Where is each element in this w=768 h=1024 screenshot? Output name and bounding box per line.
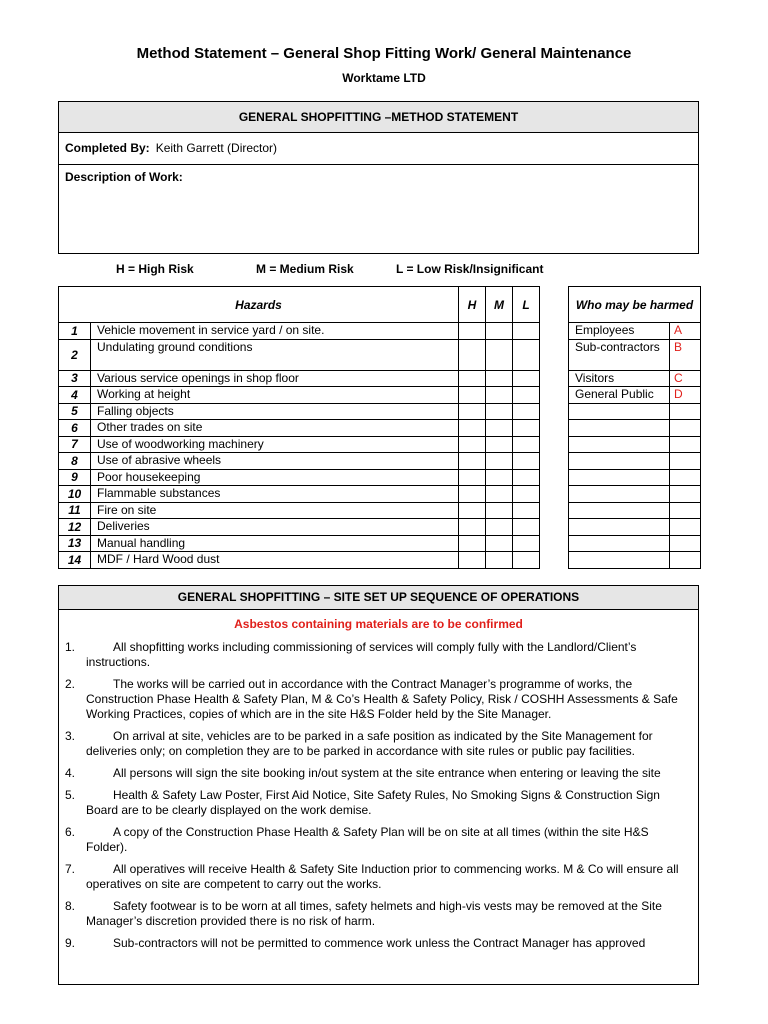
who-may-be-harmed-table <box>568 286 701 569</box>
hazard-h-cell <box>459 323 486 340</box>
sequence-list <box>59 640 698 951</box>
hazard-l-cell <box>513 552 540 569</box>
who-name <box>569 469 670 486</box>
who-header: Who may be harmed <box>569 287 701 323</box>
who-name: Sub-contractors <box>569 339 670 370</box>
hazard-m-cell <box>486 370 513 387</box>
hazards-header: Hazards <box>59 287 459 323</box>
completed-by-label: Completed By: <box>65 141 150 155</box>
who-row <box>569 323 701 340</box>
sequence-item-number: 5. <box>65 788 76 802</box>
hazard-m-cell <box>486 502 513 519</box>
who-code <box>670 552 701 569</box>
sequence-item-text: On arrival at site, vehicles are to be parked in a safe position as indicated by the Site Management for deliveries only; on completion they are to be parked in accordance with site rules or public pay facilities. <box>86 729 653 758</box>
hazard-row <box>59 339 540 370</box>
legend-high: H = High Risk <box>116 262 194 276</box>
hazard-m-cell <box>486 387 513 404</box>
hazard-m-cell <box>486 552 513 569</box>
hazard-l-cell <box>513 453 540 470</box>
hazard-h-cell <box>459 370 486 387</box>
hazard-row <box>59 469 540 486</box>
hazard-l-cell <box>513 486 540 503</box>
hazard-h-cell <box>459 535 486 552</box>
hazard-m-cell <box>486 469 513 486</box>
who-name <box>569 453 670 470</box>
hazard-text: Flammable substances <box>91 486 459 503</box>
hazard-number: 1 <box>59 323 91 340</box>
legend-medium: M = Medium Risk <box>256 262 354 276</box>
hazard-m-cell <box>486 339 513 370</box>
who-name <box>569 436 670 453</box>
hazard-l-cell <box>513 519 540 536</box>
who-name: Visitors <box>569 370 670 387</box>
hazard-number: 6 <box>59 420 91 437</box>
hazard-number: 2 <box>59 339 91 370</box>
hazard-number: 12 <box>59 519 91 536</box>
m-header: M <box>486 287 513 323</box>
hazard-text: Deliveries <box>91 519 459 536</box>
sequence-item-text: The works will be carried out in accordance with the Contract Manager’s programme of works, the Construction Phase Health & Safety Plan, M & Co’s Health & Safety Policy, Risk / COSHH Assessments & Safe Working Practices, copies of which are in the site H&S Folder held by the Site Manager. <box>86 677 678 721</box>
hazard-m-cell <box>486 403 513 420</box>
hazard-h-cell <box>459 436 486 453</box>
asbestos-note: Asbestos containing materials are to be confirmed <box>234 617 523 631</box>
hazard-row <box>59 370 540 387</box>
hazard-number: 8 <box>59 453 91 470</box>
who-code: C <box>670 370 701 387</box>
sequence-item-text: All shopfitting works including commissioning of services will comply fully with the Landlord/Client’s instructions. <box>86 640 637 669</box>
who-name <box>569 403 670 420</box>
hazard-h-cell <box>459 486 486 503</box>
who-name <box>569 486 670 503</box>
who-code: B <box>670 339 701 370</box>
hazard-row <box>59 502 540 519</box>
who-row <box>569 519 701 536</box>
hazard-row <box>59 387 540 404</box>
hazard-text: Other trades on site <box>91 420 459 437</box>
hazard-m-cell <box>486 535 513 552</box>
who-code <box>670 502 701 519</box>
hazard-h-cell <box>459 403 486 420</box>
who-header-row <box>569 287 701 323</box>
hazard-h-cell <box>459 453 486 470</box>
hazard-h-cell <box>459 552 486 569</box>
sequence-item-number: 3. <box>65 729 76 743</box>
hazard-h-cell <box>459 469 486 486</box>
who-name <box>569 519 670 536</box>
hazard-l-cell <box>513 323 540 340</box>
method-statement-heading: GENERAL SHOPFITTING –METHOD STATEMENT <box>59 102 698 133</box>
who-row <box>569 420 701 437</box>
hazard-text: Vehicle movement in service yard / on site. <box>91 323 459 340</box>
hazard-m-cell <box>486 519 513 536</box>
description-label: Description of Work: <box>65 170 183 184</box>
l-header: L <box>513 287 540 323</box>
hazard-m-cell <box>486 323 513 340</box>
sequence-item-number: 6. <box>65 825 76 839</box>
who-row <box>569 403 701 420</box>
sequence-item <box>59 677 698 722</box>
hazard-l-cell <box>513 339 540 370</box>
company-name: Worktame LTD <box>342 71 426 85</box>
hazard-text: Various service openings in shop floor <box>91 370 459 387</box>
hazard-l-cell <box>513 535 540 552</box>
hazard-text: Fire on site <box>91 502 459 519</box>
hazard-l-cell <box>513 436 540 453</box>
hazard-text: Manual handling <box>91 535 459 552</box>
who-name: Employees <box>569 323 670 340</box>
hazard-number: 5 <box>59 403 91 420</box>
hazards-header-row <box>59 287 540 323</box>
hazard-m-cell <box>486 453 513 470</box>
hazard-l-cell <box>513 469 540 486</box>
hazard-text: Working at height <box>91 387 459 404</box>
legend-low: L = Low Risk/Insignificant <box>396 262 544 276</box>
completed-by-value: Keith Garrett (Director) <box>155 141 278 155</box>
hazard-number: 13 <box>59 535 91 552</box>
who-row <box>569 469 701 486</box>
hazard-row <box>59 453 540 470</box>
hazard-row <box>59 323 540 340</box>
sequence-item-number: 4. <box>65 766 76 780</box>
hazard-l-cell <box>513 370 540 387</box>
who-code: A <box>670 323 701 340</box>
sequence-item <box>59 936 698 951</box>
hazard-number: 4 <box>59 387 91 404</box>
who-row <box>569 387 701 404</box>
sequence-item-number: 9. <box>65 936 76 950</box>
hazard-l-cell <box>513 403 540 420</box>
hazard-h-cell <box>459 519 486 536</box>
sequence-item-text: All persons will sign the site booking in/out system at the site entrance when entering or leaving the site <box>113 766 661 780</box>
who-row <box>569 502 701 519</box>
hazard-text: Falling objects <box>91 403 459 420</box>
who-code <box>670 403 701 420</box>
hazard-row <box>59 486 540 503</box>
sequence-item-text: A copy of the Construction Phase Health & Safety Plan will be on site at all times (within the site H&S Folder). <box>86 825 649 854</box>
hazard-row <box>59 552 540 569</box>
hazard-text: Use of woodworking machinery <box>91 436 459 453</box>
method-statement-box <box>58 101 699 254</box>
hazard-h-cell <box>459 420 486 437</box>
sequence-item <box>59 899 698 929</box>
hazard-h-cell <box>459 387 486 404</box>
hazard-row <box>59 420 540 437</box>
sequence-item-text: All operatives will receive Health & Safety Site Induction prior to commencing works. M & Co will ensure all operatives on site are competent to carry out the works. <box>86 862 679 891</box>
hazard-number: 3 <box>59 370 91 387</box>
sequence-item-text: Safety footwear is to be worn at all times, safety helmets and high-vis vests may be removed at the Site Manager’s discretion provided there is no risk of harm. <box>86 899 662 928</box>
hazard-text: Use of abrasive wheels <box>91 453 459 470</box>
who-name <box>569 502 670 519</box>
hazard-l-cell <box>513 420 540 437</box>
hazard-text: Poor housekeeping <box>91 469 459 486</box>
sequence-heading: GENERAL SHOPFITTING – SITE SET UP SEQUENCE OF OPERATIONS <box>59 586 698 610</box>
hazard-number: 9 <box>59 469 91 486</box>
h-header: H <box>459 287 486 323</box>
who-row <box>569 535 701 552</box>
sequence-item <box>59 640 698 670</box>
hazard-row <box>59 519 540 536</box>
completed-by-row <box>59 133 698 165</box>
document-title: Method Statement – General Shop Fitting Work/ General Maintenance <box>136 45 632 62</box>
hazard-row <box>59 403 540 420</box>
who-code <box>670 519 701 536</box>
who-code <box>670 486 701 503</box>
who-row <box>569 453 701 470</box>
sequence-item <box>59 825 698 855</box>
who-code: D <box>670 387 701 404</box>
hazard-row <box>59 436 540 453</box>
hazard-text: Undulating ground conditions <box>91 339 459 370</box>
who-code <box>670 469 701 486</box>
who-row <box>569 339 701 370</box>
hazard-number: 14 <box>59 552 91 569</box>
sequence-item <box>59 862 698 892</box>
hazard-number: 10 <box>59 486 91 503</box>
sequence-item-number: 2. <box>65 677 76 691</box>
sequence-box <box>58 585 699 985</box>
hazard-row <box>59 535 540 552</box>
who-name <box>569 420 670 437</box>
hazard-text: MDF / Hard Wood dust <box>91 552 459 569</box>
sequence-item-number: 1. <box>65 640 76 654</box>
hazard-m-cell <box>486 486 513 503</box>
who-code <box>670 453 701 470</box>
sequence-item-number: 7. <box>65 862 76 876</box>
hazard-h-cell <box>459 339 486 370</box>
who-code <box>670 420 701 437</box>
sequence-item-text: Sub-contractors will not be permitted to commence work unless the Contract Manager has approved <box>113 936 646 950</box>
who-name: General Public <box>569 387 670 404</box>
sequence-item <box>59 788 698 818</box>
who-row <box>569 552 701 569</box>
who-code <box>670 436 701 453</box>
sequence-item <box>59 729 698 759</box>
who-row <box>569 486 701 503</box>
who-code <box>670 535 701 552</box>
hazard-number: 7 <box>59 436 91 453</box>
who-row <box>569 436 701 453</box>
hazard-number: 11 <box>59 502 91 519</box>
hazard-m-cell <box>486 420 513 437</box>
hazard-l-cell <box>513 502 540 519</box>
who-name <box>569 552 670 569</box>
sequence-item-text: Health & Safety Law Poster, First Aid Notice, Site Safety Rules, No Smoking Signs & Construction Sign Board are to be clearly displayed on the work demise. <box>86 788 660 817</box>
hazard-m-cell <box>486 436 513 453</box>
hazard-h-cell <box>459 502 486 519</box>
hazards-table <box>58 286 540 569</box>
sequence-item-number: 8. <box>65 899 76 913</box>
who-row <box>569 370 701 387</box>
who-name <box>569 535 670 552</box>
hazard-l-cell <box>513 387 540 404</box>
sequence-item <box>59 766 698 781</box>
